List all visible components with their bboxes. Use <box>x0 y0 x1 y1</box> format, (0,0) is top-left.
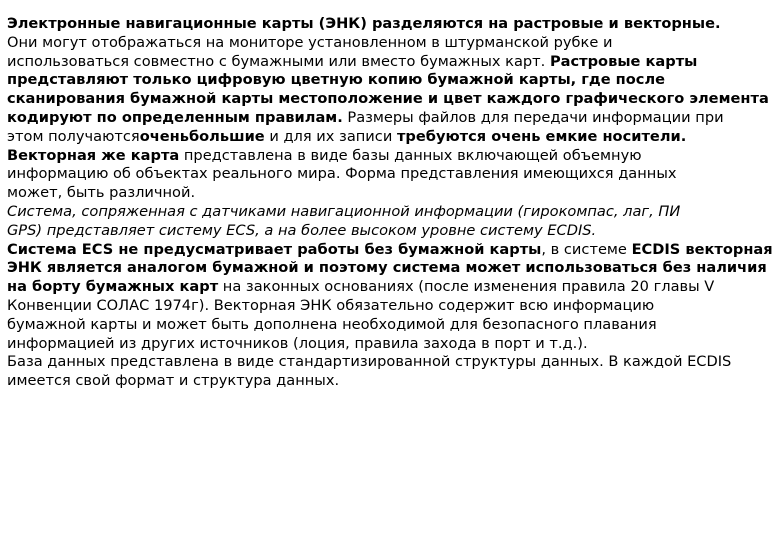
text-segment: бумажной карты и может быть дополнена необходимой для безопасного плавания <box>7 315 657 333</box>
text-segment: на законных основаниях (после изменения правила 20 главы V <box>218 278 715 296</box>
text-line <box>7 335 717 354</box>
text-line <box>7 184 717 203</box>
text-segment: оченьбольшие <box>139 127 265 145</box>
text-segment: использоваться совместно с бумажными или вместо бумажных карт. <box>7 52 550 70</box>
text-segment: может, быть различной. <box>7 184 196 202</box>
text-line <box>7 128 717 147</box>
text-segment: Размеры файлов для передачи информации при <box>342 108 724 126</box>
text-line <box>7 147 717 166</box>
text-segment: Они могут отображаться на мониторе установленном в штурманской рубке и <box>7 33 613 51</box>
text-line <box>7 259 767 278</box>
text-segment: Электронные навигационные карты (ЭНК) разделяются на растровые и векторные. <box>7 15 721 32</box>
text-segment: имеется свой формат и структура данных. <box>7 372 340 390</box>
text-line <box>7 222 717 241</box>
text-segment: сканирования бумажной карты местоположение и цвет каждого графического элемента <box>7 90 769 108</box>
text-line <box>7 108 724 128</box>
text-segment: представляют только цифровую цветную копию бумажной карты, где после <box>7 71 666 89</box>
text-line <box>7 372 717 391</box>
document-text <box>7 15 773 391</box>
text-segment: Растровые карты <box>549 52 698 70</box>
text-line <box>7 353 732 372</box>
text-segment: требуются очень емкие носители. <box>396 127 687 145</box>
text-segment: на борту бумажных карт <box>7 278 219 296</box>
text-line <box>7 203 717 222</box>
text-segment: Система ECS не предусматривает работы без бумажной карты <box>7 240 542 258</box>
text-line <box>7 53 717 72</box>
text-segment: База данных представлена в виде стандартизированной структуры данных. В каждой ECDIS <box>7 353 732 371</box>
text-segment: GPS) представляет систему ECS, а на более высоком уровне систему ECDIS. <box>7 221 597 239</box>
text-line <box>7 316 717 335</box>
text-segment: , в системе <box>541 240 632 258</box>
text-segment: и для их записи <box>264 127 397 145</box>
text-segment: этом получаются <box>7 127 140 145</box>
text-line <box>7 278 717 297</box>
text-line <box>7 240 773 260</box>
text-line <box>7 165 717 184</box>
text-segment: ЭНК является аналогом бумажной и поэтому система может использоваться без наличия <box>7 259 767 277</box>
text-line <box>7 71 717 90</box>
text-segment: ECDIS векторная <box>631 240 773 258</box>
text-segment: Система, сопряженная с датчиками навигационной информации (гирокомпас, лаг, ПИ <box>7 202 681 220</box>
text-segment: информацией из других источников (лоция, правила захода в порт и т.д.). <box>7 334 588 352</box>
text-line <box>7 297 717 316</box>
text-segment: представлена в виде базы данных включающей объемную <box>179 146 642 164</box>
text-segment: информацию об объектах реального мира. Форма представления имеющихся данных <box>7 165 677 183</box>
text-line <box>7 34 717 53</box>
text-line <box>7 90 769 109</box>
text-segment: Векторная же карта <box>7 146 180 164</box>
text-line <box>7 15 721 34</box>
text-segment: Конвенции СОЛАС 1974г). Векторная ЭНК обязательно содержит всю информацию <box>7 296 655 314</box>
text-segment: кодируют по определенным правилам. <box>7 108 343 126</box>
